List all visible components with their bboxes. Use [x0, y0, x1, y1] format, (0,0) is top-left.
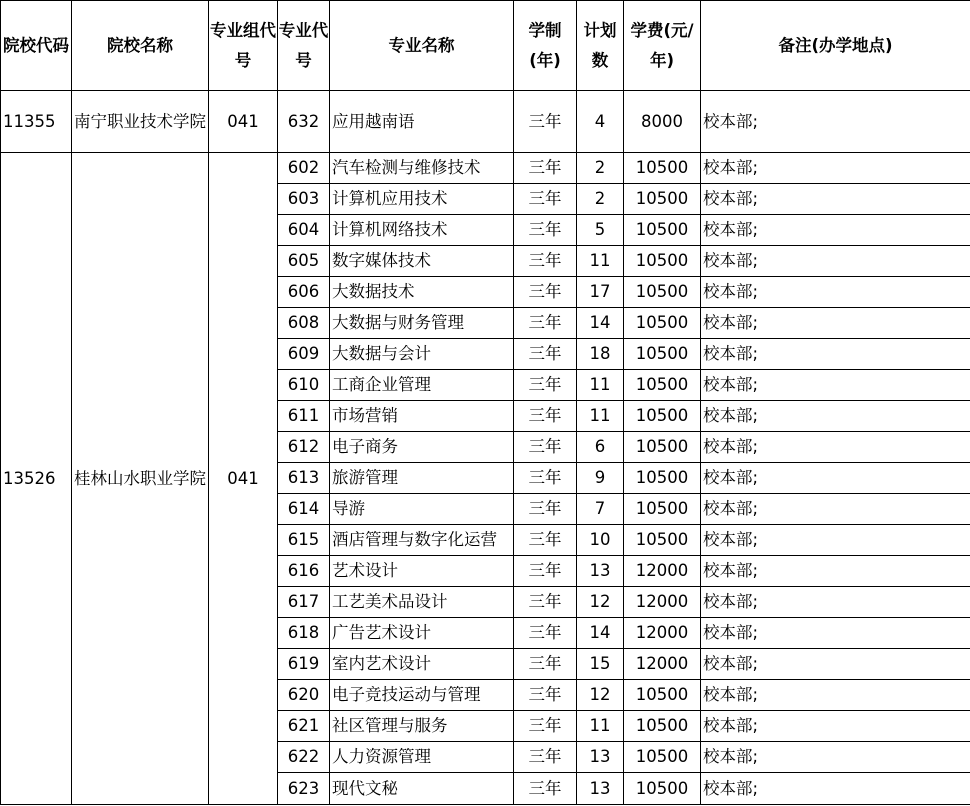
major-code-cell: 603 [278, 184, 330, 215]
tuition-cell: 10500 [624, 246, 701, 277]
major-name-cell: 广告艺术设计 [330, 618, 514, 649]
header-tuition: 学费(元/年) [624, 1, 701, 91]
tuition-cell: 10500 [624, 339, 701, 370]
remark-cell: 校本部; [701, 215, 970, 246]
remark-cell: 校本部; [701, 401, 970, 432]
major-code-cell: 617 [278, 587, 330, 618]
remark-cell: 校本部; [701, 773, 970, 805]
remark-cell: 校本部; [701, 742, 970, 773]
major-name-cell: 大数据与财务管理 [330, 308, 514, 339]
tuition-cell: 10500 [624, 773, 701, 805]
plan-cell: 17 [577, 277, 624, 308]
plan-cell: 9 [577, 463, 624, 494]
plan-cell: 14 [577, 618, 624, 649]
remark-cell: 校本部; [701, 339, 970, 370]
header-major-code: 专业代号 [278, 1, 330, 91]
duration-cell: 三年 [514, 370, 577, 401]
header-plan: 计划数 [577, 1, 624, 91]
major-code-cell: 619 [278, 649, 330, 680]
major-code-cell: 610 [278, 370, 330, 401]
group-code-cell: 041 [209, 153, 278, 805]
duration-cell: 三年 [514, 432, 577, 463]
major-name-cell: 旅游管理 [330, 463, 514, 494]
plan-cell: 6 [577, 432, 624, 463]
remark-cell: 校本部; [701, 494, 970, 525]
remark-cell: 校本部; [701, 587, 970, 618]
duration-cell: 三年 [514, 556, 577, 587]
remark-cell: 校本部; [701, 308, 970, 339]
plan-cell: 2 [577, 184, 624, 215]
tuition-cell: 10500 [624, 153, 701, 184]
header-group-code: 专业组代号 [209, 1, 278, 91]
plan-cell: 4 [577, 91, 624, 153]
duration-cell: 三年 [514, 184, 577, 215]
table-row [1, 91, 970, 153]
major-name-cell: 电子竞技运动与管理 [330, 680, 514, 711]
major-name-cell: 社区管理与服务 [330, 711, 514, 742]
remark-cell: 校本部; [701, 556, 970, 587]
duration-cell: 三年 [514, 711, 577, 742]
major-name-cell: 数字媒体技术 [330, 246, 514, 277]
tuition-cell: 10500 [624, 184, 701, 215]
major-name-cell: 工商企业管理 [330, 370, 514, 401]
school-name-cell: 南宁职业技术学院 [72, 91, 209, 153]
table-body [1, 91, 970, 805]
header-row [1, 1, 970, 91]
duration-cell: 三年 [514, 618, 577, 649]
major-code-cell: 618 [278, 618, 330, 649]
major-code-cell: 623 [278, 773, 330, 805]
remark-cell: 校本部; [701, 432, 970, 463]
major-name-cell: 艺术设计 [330, 556, 514, 587]
tuition-cell: 10500 [624, 432, 701, 463]
header-major-name: 专业名称 [330, 1, 514, 91]
major-name-cell: 酒店管理与数字化运营 [330, 525, 514, 556]
major-name-cell: 市场营销 [330, 401, 514, 432]
duration-cell: 三年 [514, 587, 577, 618]
major-name-cell: 电子商务 [330, 432, 514, 463]
major-code-cell: 621 [278, 711, 330, 742]
duration-cell: 三年 [514, 277, 577, 308]
major-name-cell: 应用越南语 [330, 91, 514, 153]
major-name-cell: 大数据技术 [330, 277, 514, 308]
plan-cell: 11 [577, 370, 624, 401]
tuition-cell: 10500 [624, 525, 701, 556]
duration-cell: 三年 [514, 525, 577, 556]
major-code-cell: 632 [278, 91, 330, 153]
plan-cell: 12 [577, 680, 624, 711]
tuition-cell: 12000 [624, 556, 701, 587]
duration-cell: 三年 [514, 153, 577, 184]
tuition-cell: 10500 [624, 711, 701, 742]
major-code-cell: 608 [278, 308, 330, 339]
duration-cell: 三年 [514, 494, 577, 525]
header-remark: 备注(办学地点) [701, 1, 970, 91]
plan-cell: 13 [577, 556, 624, 587]
plan-cell: 11 [577, 401, 624, 432]
plan-cell: 10 [577, 525, 624, 556]
remark-cell: 校本部; [701, 370, 970, 401]
major-code-cell: 605 [278, 246, 330, 277]
major-name-cell: 计算机应用技术 [330, 184, 514, 215]
remark-cell: 校本部; [701, 277, 970, 308]
plan-cell: 11 [577, 711, 624, 742]
plan-cell: 13 [577, 773, 624, 805]
remark-cell: 校本部; [701, 246, 970, 277]
duration-cell: 三年 [514, 339, 577, 370]
plan-cell: 15 [577, 649, 624, 680]
plan-cell: 2 [577, 153, 624, 184]
major-code-cell: 606 [278, 277, 330, 308]
duration-cell: 三年 [514, 773, 577, 805]
tuition-cell: 12000 [624, 587, 701, 618]
major-code-cell: 615 [278, 525, 330, 556]
major-name-cell: 室内艺术设计 [330, 649, 514, 680]
duration-cell: 三年 [514, 742, 577, 773]
header-school-name: 院校名称 [72, 1, 209, 91]
major-code-cell: 609 [278, 339, 330, 370]
duration-cell: 三年 [514, 308, 577, 339]
major-name-cell: 计算机网络技术 [330, 215, 514, 246]
major-name-cell: 现代文秘 [330, 773, 514, 805]
plan-cell: 7 [577, 494, 624, 525]
tuition-cell: 10500 [624, 742, 701, 773]
major-name-cell: 导游 [330, 494, 514, 525]
tuition-cell: 10500 [624, 277, 701, 308]
remark-cell: 校本部; [701, 649, 970, 680]
major-name-cell: 汽车检测与维修技术 [330, 153, 514, 184]
major-name-cell: 大数据与会计 [330, 339, 514, 370]
header-school-code: 院校代码 [1, 1, 72, 91]
tuition-cell: 8000 [624, 91, 701, 153]
remark-cell: 校本部; [701, 153, 970, 184]
tuition-cell: 10500 [624, 401, 701, 432]
plan-cell: 14 [577, 308, 624, 339]
school-code-cell: 11355 [1, 91, 72, 153]
tuition-cell: 10500 [624, 494, 701, 525]
school-code-cell: 13526 [1, 153, 72, 805]
major-name-cell: 工艺美术品设计 [330, 587, 514, 618]
duration-cell: 三年 [514, 649, 577, 680]
duration-cell: 三年 [514, 680, 577, 711]
tuition-cell: 12000 [624, 618, 701, 649]
tuition-cell: 12000 [624, 649, 701, 680]
remark-cell: 校本部; [701, 618, 970, 649]
duration-cell: 三年 [514, 91, 577, 153]
plan-cell: 13 [577, 742, 624, 773]
remark-cell: 校本部; [701, 711, 970, 742]
duration-cell: 三年 [514, 215, 577, 246]
remark-cell: 校本部; [701, 525, 970, 556]
tuition-cell: 10500 [624, 463, 701, 494]
duration-cell: 三年 [514, 463, 577, 494]
remark-cell: 校本部; [701, 463, 970, 494]
plan-cell: 5 [577, 215, 624, 246]
major-code-cell: 614 [278, 494, 330, 525]
tuition-cell: 10500 [624, 680, 701, 711]
remark-cell: 校本部; [701, 91, 970, 153]
major-code-cell: 613 [278, 463, 330, 494]
tuition-cell: 10500 [624, 370, 701, 401]
major-name-cell: 人力资源管理 [330, 742, 514, 773]
major-code-cell: 602 [278, 153, 330, 184]
duration-cell: 三年 [514, 401, 577, 432]
remark-cell: 校本部; [701, 184, 970, 215]
table-row [1, 153, 970, 184]
major-code-cell: 604 [278, 215, 330, 246]
remark-cell: 校本部; [701, 680, 970, 711]
plan-cell: 12 [577, 587, 624, 618]
tuition-cell: 10500 [624, 215, 701, 246]
major-code-cell: 622 [278, 742, 330, 773]
major-code-cell: 620 [278, 680, 330, 711]
major-code-cell: 611 [278, 401, 330, 432]
plan-cell: 11 [577, 246, 624, 277]
duration-cell: 三年 [514, 246, 577, 277]
tuition-cell: 10500 [624, 308, 701, 339]
major-code-cell: 612 [278, 432, 330, 463]
major-code-cell: 616 [278, 556, 330, 587]
group-code-cell: 041 [209, 91, 278, 153]
plan-cell: 18 [577, 339, 624, 370]
school-name-cell: 桂林山水职业学院 [72, 153, 209, 805]
header-duration: 学制(年) [514, 1, 577, 91]
